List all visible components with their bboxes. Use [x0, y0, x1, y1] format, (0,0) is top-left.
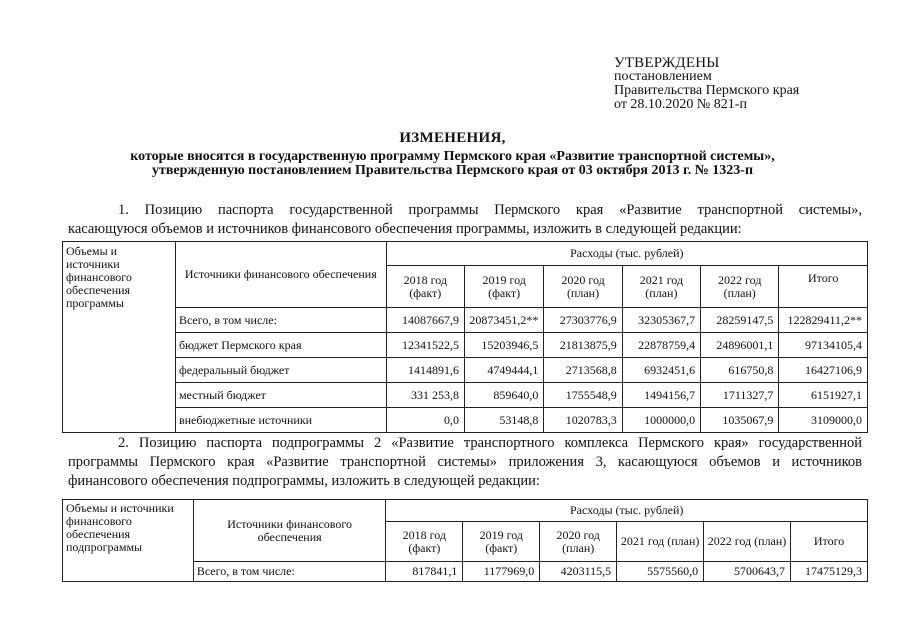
cell-value: 0,0 — [386, 408, 464, 433]
cell-value: 16427106,9 — [779, 358, 868, 383]
document-subtitle: утвержденную постановлением Правительства Пермского края от 03 октября 2013 г. № 1323-п — [151, 163, 754, 178]
cell-value: 1035067,9 — [701, 408, 779, 433]
paragraph-line: 2. Позицию паспорта подпрограммы 2 «Развитие транспортного комплекса Пермского края» государственной — [118, 435, 862, 451]
cell-value: 616750,8 — [701, 358, 779, 383]
sources-header: Источники финансового обеспечения — [193, 500, 386, 562]
paragraph-line: 1. Позицию паспорта государственной программы Пермского края «Развитие транспортной системы», — [118, 202, 862, 218]
row-name: местный бюджет — [175, 383, 386, 408]
year-header: 2019 год (факт) — [464, 266, 543, 308]
cell-value: 32305367,7 — [622, 308, 700, 333]
paragraph-2 — [68, 434, 862, 491]
cell-value: 5700643,7 — [704, 562, 791, 582]
table-label-cell: Объемы и источники финансового обеспечения подпрограммы — [63, 500, 194, 582]
sources-header: Источники финансового обеспечения — [175, 242, 386, 308]
cell-value: 14087667,9 — [386, 308, 464, 333]
cell-value: 1494156,7 — [622, 383, 700, 408]
cell-value: 6932451,6 — [622, 358, 700, 383]
approval-line: Правительства Пермского края — [614, 83, 800, 98]
cell-value: 24896001,1 — [701, 333, 779, 358]
year-header: 2022 год (план) — [704, 522, 791, 562]
cell-value: 122829411,2** — [779, 308, 868, 333]
cell-value: 331 253,8 — [386, 383, 464, 408]
approval-title: УТВЕРЖДЕНЫ — [614, 55, 720, 71]
table-row — [63, 383, 868, 408]
finance-table-program — [62, 241, 868, 433]
expenses-header: Расходы (тыс. рублей) — [386, 242, 867, 266]
cell-value: 2713568,8 — [544, 358, 622, 383]
approval-date: от 28.10.2020 № 821-п — [614, 97, 747, 112]
table-row — [63, 333, 868, 358]
cell-value: 1711327,7 — [701, 383, 779, 408]
year-header: 2018 год (факт) — [386, 266, 464, 308]
cell-value: 12341522,5 — [386, 333, 464, 358]
cell-value: 1177969,0 — [463, 562, 540, 582]
cell-value: 6151927,1 — [779, 383, 868, 408]
cell-value: 53148,8 — [464, 408, 543, 433]
year-header: 2022 год (план) — [701, 266, 779, 308]
cell-value: 28259147,5 — [701, 308, 779, 333]
table-row — [63, 308, 868, 333]
cell-value: 817841,1 — [386, 562, 463, 582]
cell-value: 1755548,9 — [544, 383, 622, 408]
expenses-header: Расходы (тыс. рублей) — [386, 500, 868, 522]
year-header: 2018 год (факт) — [386, 522, 463, 562]
cell-value: 859640,0 — [464, 383, 543, 408]
row-name: Всего, в том числе: — [193, 562, 386, 582]
finance-table-subprogram — [62, 499, 868, 582]
document-title: ИЗМЕНЕНИЯ, — [399, 130, 506, 146]
paragraph-line: программы Пермского края «Развитие транспортной системы» приложения 3, касающуюся объемов и источников — [68, 454, 862, 470]
cell-value: 27303776,9 — [544, 308, 622, 333]
cell-value: 1414891,6 — [386, 358, 464, 383]
total-header: Итого — [779, 266, 868, 308]
total-header: Итого — [791, 522, 868, 562]
row-name: внебюджетные источники — [175, 408, 386, 433]
cell-value: 1000000,0 — [622, 408, 700, 433]
approval-line: постановлением — [614, 69, 712, 84]
year-header: 2020 год (план) — [540, 522, 617, 562]
paragraph-1 — [68, 201, 862, 239]
year-header: 2021 год (план) — [617, 522, 704, 562]
document-subtitle: которые вносятся в государственную программу Пермского края «Развитие транспортной системы», — [130, 149, 775, 164]
row-name: бюджет Пермского края — [175, 333, 386, 358]
table-label-cell: Объемы и источники финансового обеспечения программы — [63, 242, 176, 433]
table-row — [63, 358, 868, 383]
paragraph-line: финансового обеспечения подпрограммы, изложить в следующей редакции: — [68, 473, 540, 489]
cell-value: 22878759,4 — [622, 333, 700, 358]
cell-value: 5575560,0 — [617, 562, 704, 582]
year-header: 2020 год (план) — [544, 266, 622, 308]
row-name: Всего, в том числе: — [175, 308, 386, 333]
cell-value: 3109000,0 — [779, 408, 868, 433]
cell-value: 4203115,5 — [540, 562, 617, 582]
cell-value: 97134105,4 — [779, 333, 868, 358]
cell-value: 4749444,1 — [464, 358, 543, 383]
row-name: федеральный бюджет — [175, 358, 386, 383]
table-row — [63, 408, 868, 433]
cell-value: 20873451,2** — [464, 308, 543, 333]
year-header: 2019 год (факт) — [463, 522, 540, 562]
paragraph-line: касающуюся объемов и источников финансового обеспечения программы, изложить в следующей редакции: — [68, 221, 742, 237]
cell-value: 1020783,3 — [544, 408, 622, 433]
cell-value: 15203946,5 — [464, 333, 543, 358]
approval-stamp — [614, 56, 799, 112]
cell-value: 21813875,9 — [544, 333, 622, 358]
year-header: 2021 год (план) — [622, 266, 700, 308]
cell-value: 17475129,3 — [791, 562, 868, 582]
